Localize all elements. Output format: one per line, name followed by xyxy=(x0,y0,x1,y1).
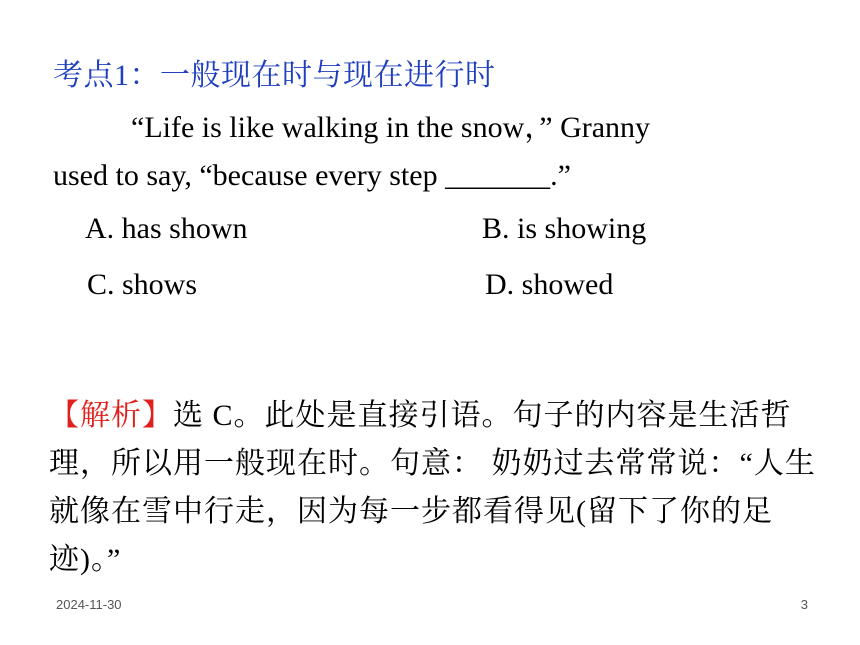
question-line-1: “Life is like walking in the snow，” Granny xyxy=(131,111,651,144)
option-b: B. is showing xyxy=(482,212,647,245)
option-a: A. has shown xyxy=(85,212,248,245)
page-number: 3 xyxy=(800,597,808,612)
analysis-tag: 【解析】 xyxy=(49,399,173,432)
option-c: C. shows xyxy=(87,268,198,301)
analysis-text: 选 C。此处是直接引语。句子的内容是生活哲理，所以用一般现在时。句意： 奶奶过去常常说：“人生就像在雪中行走，因为每一步都看得见(留下了你的足迹)。” xyxy=(49,399,816,576)
question-text xyxy=(53,104,813,200)
analysis-block xyxy=(49,392,819,584)
footer-date: 2024-11-30 xyxy=(56,597,122,612)
topic-heading: 考点1：一般现在时与现在进行时 xyxy=(53,59,496,92)
question-line-2: used to say, “because every step _______.” xyxy=(53,159,571,192)
option-d: D. showed xyxy=(485,268,614,301)
